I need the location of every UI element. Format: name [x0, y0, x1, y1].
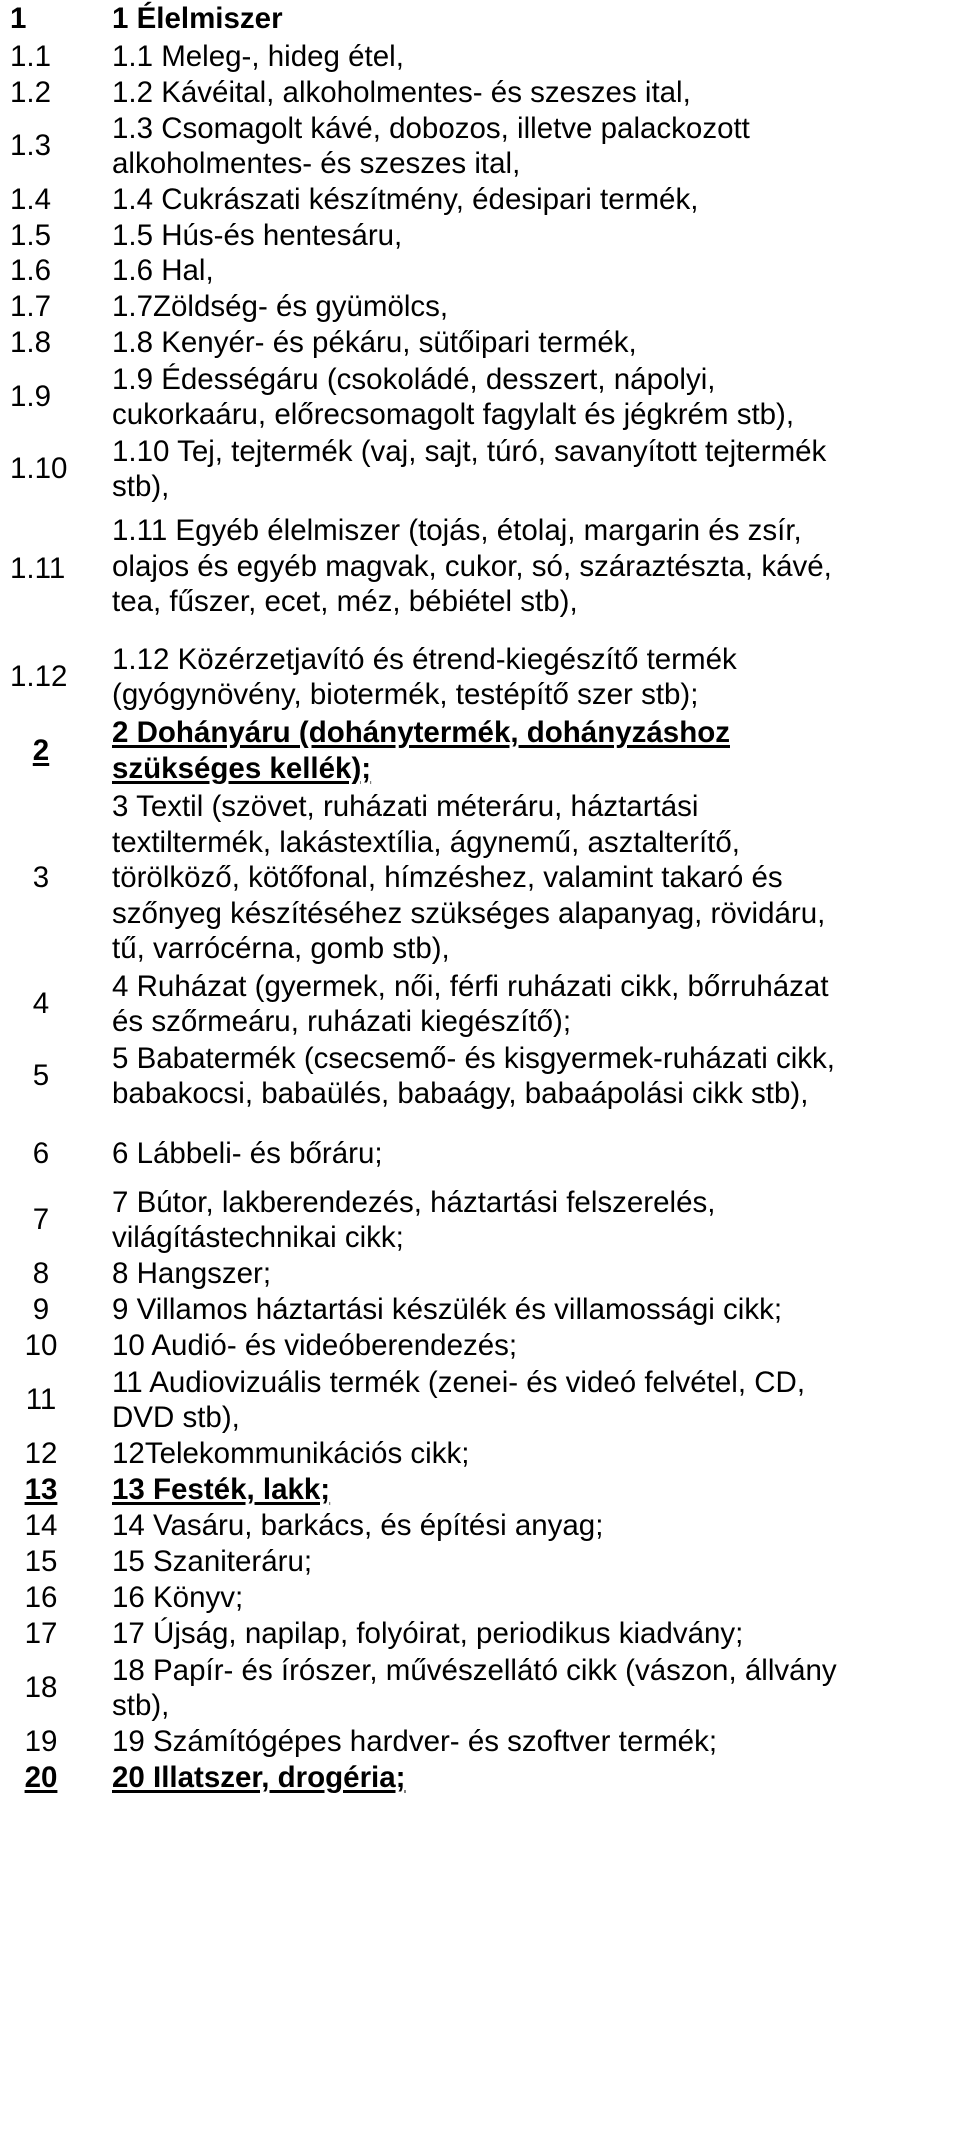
table-row [0, 253, 960, 289]
table-row [0, 75, 960, 110]
table-row [0, 1364, 960, 1436]
row-number: 1.7 [10, 290, 52, 324]
row-text: 1.5 Hús-és hentesáru, [112, 218, 403, 252]
row-number: 16 [24, 1581, 58, 1615]
row-number: 1.6 [10, 254, 52, 288]
row-number: 8 [32, 1257, 50, 1291]
table-row [0, 289, 960, 325]
table-row [0, 1436, 960, 1472]
row-number: 4 [32, 987, 50, 1021]
table-row [0, 1124, 960, 1184]
row-number: 6 [32, 1137, 50, 1171]
row-text: 18 Papír- és írószer, művészellátó cikk (vászon, állvány stb), [112, 1653, 837, 1722]
row-number: 20 [24, 1761, 58, 1795]
row-text: 4 Ruházat (gyermek, női, férfi ruházati cikk, bőrruházat és szőrmeáru, ruházati kiegészítő); [112, 969, 829, 1038]
table-row [0, 1184, 960, 1256]
row-number: 1.5 [10, 218, 52, 252]
row-text: 11 Audiovizuális termék (zenei- és videó felvétel, CD, DVD stb), [112, 1365, 806, 1434]
row-text: 8 Hangszer; [112, 1257, 272, 1291]
table-row [0, 1724, 960, 1760]
row-text: 17 Újság, napilap, folyóirat, periodikus kiadvány; [112, 1617, 744, 1651]
row-text: 1.11 Egyéb élelmiszer (tojás, étolaj, margarin és zsír, olajos és egyéb magvak, cukor, só, száraztészta, kávé, tea, fűszer, ecet, méz, bébiétel stb), [112, 514, 832, 618]
row-text: 9 Villamos háztartási készülék és villamossági cikk; [112, 1293, 783, 1327]
table-row [0, 968, 960, 1040]
row-number: 12 [24, 1437, 58, 1471]
table-row [0, 110, 960, 182]
table-row [0, 0, 960, 38]
table-row [0, 1472, 960, 1508]
row-text: 12Telekommunikációs cikk; [112, 1437, 470, 1471]
row-text: 1.12 Közérzetjavító és étrend-kiegészítő termék (gyógynövény, biotermék, testépítő szer stb); [112, 642, 737, 711]
row-text: 1.10 Tej, tejtermék (vaj, sajt, túró, savanyított tejtermék stb), [112, 434, 827, 503]
row-text: 1.3 Csomagolt kávé, dobozos, illetve palackozott alkoholmentes- és szeszes ital, [112, 111, 750, 180]
row-number: 1.1 [10, 39, 52, 73]
row-number: 1.11 [10, 552, 66, 585]
table-row [0, 505, 960, 641]
row-number: 1.4 [10, 183, 52, 217]
row-number: 5 [32, 1059, 50, 1093]
row-number: 1.10 [10, 452, 68, 486]
table-row [0, 433, 960, 505]
row-number: 7 [32, 1203, 50, 1237]
row-number: 14 [24, 1509, 58, 1543]
row-text: 16 Könyv; [112, 1581, 244, 1615]
row-number: 2 [32, 733, 50, 767]
row-text: 1.2 Kávéital, alkoholmentes- és szeszes ital, [112, 75, 691, 109]
table-row [0, 1328, 960, 1364]
row-text: 19 Számítógépes hardver- és szoftver termék; [112, 1725, 718, 1759]
row-number: 15 [24, 1545, 58, 1579]
table-row [0, 325, 960, 361]
row-text: 5 Babatermék (csecsemő- és kisgyermek-ruházati cikk, babakocsi, babaülés, babaágy, babaápolási cikk stb), [112, 1041, 835, 1110]
row-text: 6 Lábbeli- és bőráru; [112, 1137, 383, 1171]
row-number: 1.8 [10, 326, 52, 360]
row-number: 1 [10, 2, 27, 36]
row-text: 1.7Zöldség- és gyümölcs, [112, 290, 449, 324]
row-number: 1.12 [10, 660, 68, 694]
row-text: 1 Élelmiszer [112, 2, 283, 36]
table-row [0, 1040, 960, 1112]
table-row [0, 1508, 960, 1544]
row-text: 1.4 Cukrászati készítmény, édesipari termék, [112, 183, 699, 217]
table-row [0, 1760, 960, 1796]
row-number: 1.9 [10, 380, 52, 414]
row-number: 13 [24, 1473, 58, 1507]
row-number: 17 [24, 1617, 58, 1651]
row-number: 11 [25, 1383, 57, 1417]
table-row [0, 38, 960, 75]
row-text: 2 Dohányáru (dohánytermék, dohányzáshoz szükséges kellék); [112, 716, 730, 785]
row-number: 3 [32, 861, 50, 895]
row-text: 10 Audió- és videóberendezés; [112, 1329, 518, 1363]
row-number: 9 [32, 1293, 50, 1327]
table-row [0, 713, 960, 788]
table-row [0, 788, 960, 968]
row-text: 3 Textil (szövet, ruházati méteráru, háztartási textiltermék, lakástextília, ágynemű, asztalterítő, törölköző, kötőfonal, hímzéshez, valamint takaró és szőnyeg készítéséhez szükséges alapanyag, rövidáru, tű, varrócérna, gomb stb), [112, 790, 826, 966]
row-number: 1.2 [10, 75, 52, 109]
row-number: 19 [24, 1725, 58, 1759]
row-number: 10 [24, 1329, 58, 1363]
table-row [0, 1652, 960, 1724]
table-row [0, 1580, 960, 1616]
row-text: 15 Szaniteráru; [112, 1545, 313, 1579]
table-row [0, 641, 960, 713]
row-text: 1.8 Kenyér- és pékáru, sütőipari termék, [112, 326, 637, 360]
row-text: 14 Vasáru, barkács, és építési anyag; [112, 1509, 604, 1543]
table-row [0, 182, 960, 218]
row-text: 1.9 Édességáru (csokoládé, desszert, nápolyi, cukorkaáru, előrecsomagolt fagylalt és jégkrém stb), [112, 362, 795, 431]
table-row [0, 361, 960, 433]
table-row [0, 1616, 960, 1652]
row-text: 1.1 Meleg-, hideg étel, [112, 39, 404, 73]
table-row [0, 218, 960, 253]
row-text: 7 Bútor, lakberendezés, háztartási felszerelés, világítástechnikai cikk; [112, 1185, 716, 1254]
row-number: 18 [24, 1671, 58, 1705]
row-text: 1.6 Hal, [112, 254, 214, 288]
row-number: 1.3 [10, 129, 52, 163]
table-row [0, 1292, 960, 1328]
table-row [0, 1256, 960, 1292]
row-text: 13 Festék, lakk; [112, 1473, 331, 1507]
row-text: 20 Illatszer, drogéria; [112, 1761, 406, 1795]
table-row [0, 1544, 960, 1580]
